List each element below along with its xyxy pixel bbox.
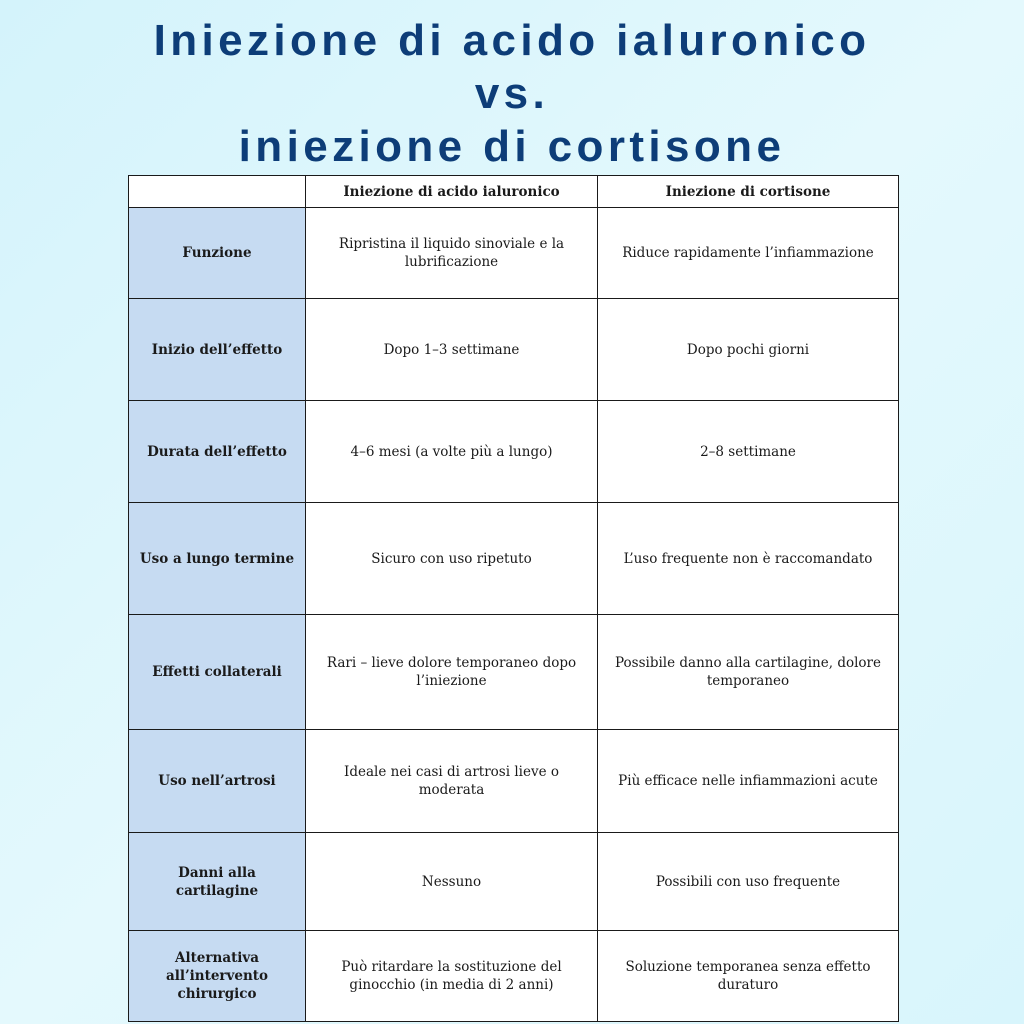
table-row [129,208,899,299]
title-line-3: iniezione di cortisone [238,122,786,171]
cell-cortisone: 2–8 settimane [598,401,899,503]
comparison-table [128,175,899,1022]
cell-hyaluronic: Può ritardare la sostituzione del ginocchio (in media di 2 anni) [306,931,598,1022]
table-row [129,401,899,503]
title-line-1: Iniezione di acido ialuronico [153,16,871,65]
cell-cortisone: Soluzione temporanea senza effetto duraturo [598,931,899,1022]
cell-hyaluronic: Rari – lieve dolore temporaneo dopo l’iniezione [306,615,598,730]
row-label: Funzione [129,208,306,299]
cell-cortisone: Possibile danno alla cartilagine, dolore temporaneo [598,615,899,730]
header-hyaluronic: Iniezione di acido ialuronico [306,176,598,208]
cell-hyaluronic: 4–6 mesi (a volte più a lungo) [306,401,598,503]
table-row [129,615,899,730]
cell-hyaluronic: Ripristina il liquido sinoviale e la lubrificazione [306,208,598,299]
row-label: Danni alla cartilagine [129,833,306,931]
row-label: Inizio dell’effetto [129,299,306,401]
cell-cortisone: Riduce rapidamente l’infiammazione [598,208,899,299]
row-label: Uso nell’artrosi [129,730,306,833]
table-row [129,503,899,615]
cell-cortisone: Più efficace nelle infiammazioni acute [598,730,899,833]
cell-cortisone: Possibili con uso frequente [598,833,899,931]
table-row [129,833,899,931]
row-label: Alternativa all’intervento chirurgico [129,931,306,1022]
page-title [0,14,1024,173]
row-label: Effetti collaterali [129,615,306,730]
cell-cortisone: Dopo pochi giorni [598,299,899,401]
header-cortisone: Iniezione di cortisone [598,176,899,208]
cell-hyaluronic: Ideale nei casi di artrosi lieve o moderata [306,730,598,833]
title-line-2: vs. [474,69,550,118]
table-row [129,931,899,1022]
row-label: Durata dell’effetto [129,401,306,503]
table-row [129,730,899,833]
row-label: Uso a lungo termine [129,503,306,615]
table-header-row [129,176,899,208]
cell-hyaluronic: Dopo 1–3 settimane [306,299,598,401]
cell-cortisone: L’uso frequente non è raccomandato [598,503,899,615]
table-row [129,299,899,401]
header-empty-cell [129,176,306,208]
cell-hyaluronic: Sicuro con uso ripetuto [306,503,598,615]
cell-hyaluronic: Nessuno [306,833,598,931]
